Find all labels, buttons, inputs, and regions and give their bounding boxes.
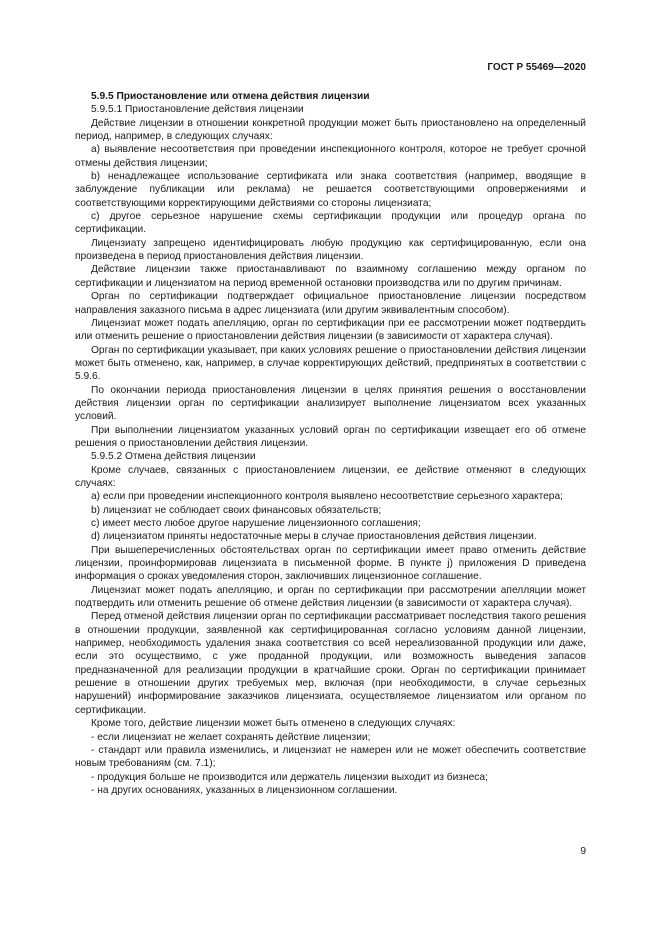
- document-code: ГОСТ Р 55469—2020: [487, 62, 586, 73]
- list-item: b) лицензиат не соблюдает своих финансовых обязательств;: [91, 504, 382, 516]
- paragraph: По окончании периода приостановления лицензии в целях принятия решения о восстановлении действия лицензии орган по сертификации анализирует выполнение лицензиатом всех указанных условий.: [75, 384, 586, 423]
- section-heading-5-9-5-2: 5.9.5.2 Отмена действия лицензии: [91, 451, 256, 463]
- paragraph: Перед отменой действия лицензии орган по сертификации рассматривает последствия такого решения в отношении продукции, заявленной как сертифицированная согласно условиям данной лицензии, например, необходимость удаления знака соответствия со всей нереализованной продукции или даже, если это осуществимо, с уже проданной продукции, или возможность выведения запасов предназначенной для реализации продукции в кратчайшие сроки. Орган по сертификации принимает решение в отношении других требуемых мер, включая (при необходимости, в случае серьезных нарушений) информирование заказчиков лицензиата, осуществляемое лицензиатом или органом по сертификации.: [75, 611, 586, 716]
- list-item: b) ненадлежащее использование сертификата или знака соответствия (например, вводящие в заблуждение публикации или реклама) не решается соответствующими опровержениями и соответствующими корректирующими действиями со стороны лицензиата;: [75, 171, 586, 209]
- list-item: c) имеет место любое другое нарушение лицензионного соглашения;: [91, 518, 421, 529]
- list-item: - если лицензиат не желает сохранять действие лицензии;: [91, 731, 371, 743]
- paragraph: Орган по сертификации указывает, при каких условиях решение о приостановлении действия лицензии может быть отменено, как, например, в случае корректирующих действий, предпринятых в соответствии с 5.9.6.: [75, 344, 586, 383]
- paragraph: Орган по сертификации подтверждает официальное приостановление лицензии посредством направления заказного письма в адрес лицензиата (или другим эквивалентным способом).: [75, 291, 586, 316]
- list-item: а) выявление несоответствия при проведении инспекционного контроля, которое не требует срочной отмены действия лицензии;: [75, 144, 586, 169]
- paragraph: Кроме случаев, связанных с приостановлением лицензии, ее действие отменяют в следующих случаях:: [75, 464, 586, 489]
- paragraph: Действие лицензии также приостанавливают по взаимному соглашению между органом по сертификации и лицензиатом на период временной остановки производства или по другим причинам.: [75, 264, 586, 289]
- document-body: [75, 90, 586, 797]
- list-item: - на других основаниях, указанных в лицензионном соглашении.: [91, 784, 398, 796]
- paragraph: Действие лицензии в отношении конкретной продукции может быть приостановлено на определенный период, например, в следующих случаях:: [75, 117, 586, 143]
- paragraph: При вышеперечисленных обстоятельствах орган по сертификации имеет право отменить действие лицензии, проинформировав лицензиата в письменной форме. В пункте j) приложения D приведена информация о сроках уведомления сторон, заключивших лицензионное соглашение.: [75, 544, 586, 583]
- section-heading-5-9-5-1: 5.9.5.1 Приостановление действия лицензии: [91, 104, 304, 116]
- paragraph: Кроме того, действие лицензии может быть отменено в следующих случаях:: [91, 718, 456, 730]
- paragraph: Лицензиату запрещено идентифицировать любую продукцию как сертифицированную, если она произведена в период приостановления действия лицензии.: [75, 237, 586, 263]
- list-item: - стандарт или правила изменились, и лицензиат не намерен или не может обеспечить соответствие новым требованиям (см. 7.1);: [75, 744, 586, 770]
- list-item: c) другое серьезное нарушение схемы сертификации продукции или процедур органа по сертификации.: [75, 211, 586, 236]
- paragraph: Лицензиат может подать апелляцию, орган по сертификации при ее рассмотрении может подтвердить или отменить решение о приостановлении действия лицензии (в зависимости от характера случая).: [75, 317, 586, 343]
- list-item: d) лицензиатом приняты недостаточные меры в случае приостановления действия лицензии.: [91, 531, 537, 543]
- section-heading-5-9-5: 5.9.5 Приостановление или отмена действия лицензии: [91, 91, 370, 102]
- paragraph: Лицензиат может подать апелляцию, и орган по сертификации при рассмотрении апелляции может подтвердить или отменить решение об отмене действия лицензии (в зависимости от характера случая).: [75, 584, 586, 610]
- list-item: а) если при проведении инспекционного контроля выявлено несоответствие серьезного характера;: [91, 491, 563, 503]
- page-number: 9: [580, 846, 586, 857]
- paragraph: При выполнении лицензиатом указанных условий орган по сертификации извещает его об отмене решения о приостановлении действия лицензии.: [75, 424, 586, 449]
- list-item: - продукция больше не производится или держатель лицензии выходит из бизнеса;: [91, 771, 488, 783]
